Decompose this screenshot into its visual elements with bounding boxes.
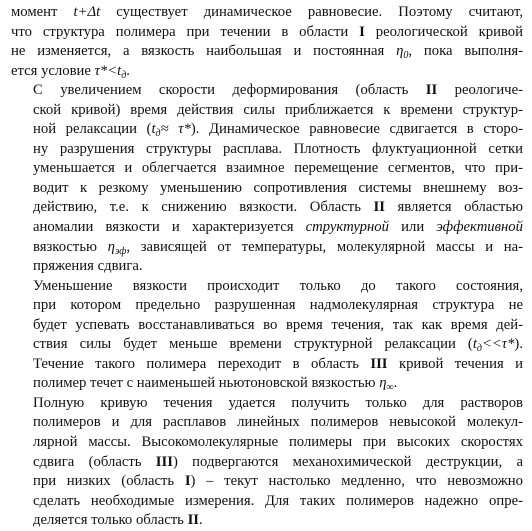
text-segment: водит к резкому уменьшению сопротивления системы внешнему воз- [33, 179, 523, 196]
text-line [11, 316, 523, 336]
text-segment: η [396, 43, 404, 60]
text-segment: ствия силы будет меньше времени структурной релаксации ( [33, 336, 473, 353]
text-line [11, 257, 523, 277]
text-segment: существует динамическое равновесие. Поэтому считают, [100, 4, 524, 20]
text-line [11, 140, 523, 160]
text-line [11, 355, 523, 375]
text-segment: уменьшается и облегчается взаимное перемещение сегментов, что при- [33, 160, 523, 177]
text-line [11, 81, 523, 101]
text-segment: ну разрушения структуры расплава. Плотность флуктуационной сетки [33, 140, 523, 157]
text-segment: Полную кривую течения удается получить только для растворов [33, 394, 523, 411]
paragraph-2 [11, 81, 523, 276]
text-segment: <<τ* [481, 336, 515, 353]
text-line [11, 101, 523, 121]
text-segment: η [107, 238, 115, 255]
text-line [11, 3, 523, 23]
text-segment: не изменяется, а вязкость наибольшая и постоянная [11, 43, 397, 60]
text-line [11, 492, 523, 512]
paragraph-1 [11, 3, 523, 81]
text-segment: ской кривой) время действия силы приближается к времени структур- [33, 101, 523, 118]
text-line [11, 238, 523, 258]
text-segment: III [370, 355, 388, 372]
text-line [11, 23, 523, 43]
text-segment: . [393, 375, 398, 392]
text-segment: является областью [384, 199, 523, 216]
text-segment: , зависящей от температуры, молекулярной массы и на- [126, 238, 523, 255]
text-segment: II [187, 512, 199, 529]
text-line [11, 472, 523, 492]
text-line [11, 120, 523, 140]
text-line [11, 394, 523, 414]
text-segment: аномалии вязкости и характеризуется [33, 219, 306, 236]
text-segment: полимер течет с наименьшей ньютоновской вязкостью [33, 375, 380, 392]
text-segment: , пока выполня- [408, 43, 523, 60]
text-line [11, 179, 523, 199]
text-line [11, 374, 523, 394]
text-segment: или [389, 219, 437, 236]
text-segment: кривой течения и [387, 355, 523, 372]
text-segment: ной релаксации ( [33, 121, 152, 138]
text-segment: II [373, 199, 385, 216]
text-line [11, 335, 523, 355]
subscript-text: д [155, 128, 161, 140]
subscript-text: ∞ [386, 382, 394, 394]
text-segment: Течение такого полимера переходит в область [33, 355, 371, 372]
text-line [11, 277, 523, 297]
text-segment: III [155, 453, 173, 470]
text-line [11, 42, 523, 62]
text-segment: сдвига (область [33, 453, 156, 470]
text-segment: эффективной [436, 219, 523, 236]
text-segment: пряжения сдвига. [33, 258, 143, 275]
text-segment: ) подвергаются механохимической деструкции, а [172, 453, 524, 470]
text-segment: реологиче- [437, 82, 523, 99]
text-segment: t+Δt [73, 4, 101, 20]
text-segment: II [425, 82, 438, 99]
text-line [11, 218, 523, 238]
text-segment: ). [514, 336, 523, 353]
text-line [11, 453, 523, 473]
subscript-text: д [121, 69, 127, 81]
text-segment: реологической кривой [364, 23, 523, 40]
subscript-text: эф [114, 245, 127, 257]
text-segment: Уменьшение вязкости происходит только до такого состояния, [33, 277, 523, 294]
text-segment: ) – текут настолько медленно, что невозможно [190, 473, 523, 490]
text-segment: I [184, 473, 191, 490]
text-segment: при низких (область [33, 473, 185, 490]
text-segment: I [359, 23, 365, 40]
text-segment: при котором предельно разрушенная надмолекулярная структура не [33, 297, 523, 314]
subscript-text: 0 [403, 50, 409, 62]
text-segment: деляется только область [33, 512, 188, 529]
text-segment: t [151, 121, 156, 138]
text-line [11, 511, 523, 531]
paragraph-4 [11, 394, 523, 531]
text-line [11, 198, 523, 218]
text-segment: . [126, 62, 130, 79]
text-segment: ). Динамическое равновесие сдвигается в сторо- [190, 121, 524, 138]
text-line [11, 159, 523, 179]
text-segment: структурной [305, 219, 389, 236]
subscript-text: д [476, 343, 482, 355]
text-segment: сделать необходимые измерения. Для таких полимеров надежно опре- [33, 492, 523, 509]
text-line [11, 62, 523, 82]
paragraph-3 [11, 277, 523, 394]
text-segment: η [379, 375, 387, 392]
text-segment: лярной массы. Высокомолекулярные полимеры при высоких скоростях [33, 434, 523, 451]
text-line [11, 413, 523, 433]
text-segment: будет успевать восстанавливаться во время течения, так как время дей- [33, 316, 523, 333]
text-segment: ется условие [11, 62, 95, 79]
text-line [11, 433, 523, 453]
text-segment: вязкостью [33, 238, 108, 255]
text-segment: момент [11, 4, 74, 20]
text-segment: что структура полимера при течении в области [11, 23, 360, 40]
text-segment: С увеличением скорости деформирования (область [33, 82, 426, 99]
text-line [11, 296, 523, 316]
text-segment: действию, т.е. к снижению вязкости. Область [33, 199, 374, 216]
text-segment: . [199, 512, 203, 529]
text-segment: τ*<t [94, 62, 122, 79]
text-segment: ≈ τ* [160, 121, 191, 138]
text-segment: полимеров и для расплавов линейных полимеров невысокой молекул- [33, 414, 523, 431]
text-segment: t [472, 336, 477, 353]
